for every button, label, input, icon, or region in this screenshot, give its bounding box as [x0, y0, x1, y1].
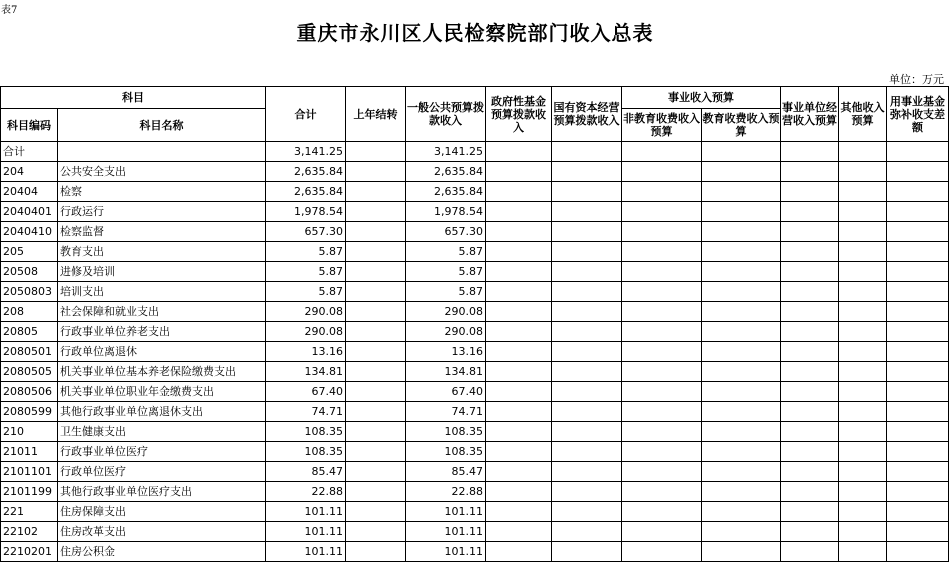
row-state-capital	[552, 542, 622, 562]
row-other-income	[839, 442, 887, 462]
table-row	[1, 362, 949, 382]
table-row	[1, 182, 949, 202]
row-total: 108.35	[266, 442, 346, 462]
row-other-income	[839, 162, 887, 182]
header-state-capital: 国有资本经营预算拨款收入	[552, 87, 622, 142]
row-edu-fee	[702, 142, 781, 162]
row-other-income	[839, 142, 887, 162]
row-carryover	[346, 242, 406, 262]
row-non-edu-fee	[622, 402, 702, 422]
row-general-budget: 5.87	[406, 282, 486, 302]
row-code: 20805	[1, 322, 58, 342]
row-gov-fund	[486, 442, 552, 462]
row-total: 13.16	[266, 342, 346, 362]
row-state-capital	[552, 382, 622, 402]
table-row	[1, 242, 949, 262]
row-gov-fund	[486, 182, 552, 202]
row-state-capital	[552, 362, 622, 382]
row-general-budget: 1,978.54	[406, 202, 486, 222]
row-code: 20404	[1, 182, 58, 202]
row-non-edu-fee	[622, 322, 702, 342]
row-gov-fund	[486, 202, 552, 222]
row-gov-fund	[486, 322, 552, 342]
row-operating-income	[781, 482, 839, 502]
row-edu-fee	[702, 182, 781, 202]
row-total: 85.47	[266, 462, 346, 482]
row-gov-fund	[486, 142, 552, 162]
row-code: 2080501	[1, 342, 58, 362]
row-non-edu-fee	[622, 222, 702, 242]
row-total: 5.87	[266, 242, 346, 262]
row-non-edu-fee	[622, 502, 702, 522]
row-fund-subsidy	[887, 362, 949, 382]
row-edu-fee	[702, 442, 781, 462]
row-carryover	[346, 342, 406, 362]
row-general-budget: 2,635.84	[406, 162, 486, 182]
row-code: 2040410	[1, 222, 58, 242]
row-total: 5.87	[266, 282, 346, 302]
row-general-budget: 74.71	[406, 402, 486, 422]
row-edu-fee	[702, 482, 781, 502]
row-name: 住房改革支出	[58, 522, 266, 542]
row-code: 2210201	[1, 542, 58, 562]
row-total: 22.88	[266, 482, 346, 502]
row-name: 机关事业单位职业年金缴费支出	[58, 382, 266, 402]
row-name: 检察	[58, 182, 266, 202]
row-other-income	[839, 502, 887, 522]
header-subject: 科目	[1, 87, 266, 109]
row-operating-income	[781, 222, 839, 242]
row-fund-subsidy	[887, 162, 949, 182]
row-general-budget: 85.47	[406, 462, 486, 482]
row-gov-fund	[486, 262, 552, 282]
row-other-income	[839, 222, 887, 242]
row-general-budget: 2,635.84	[406, 182, 486, 202]
row-fund-subsidy	[887, 262, 949, 282]
row-total: 67.40	[266, 382, 346, 402]
row-non-edu-fee	[622, 522, 702, 542]
table-row	[1, 222, 949, 242]
row-name: 行政运行	[58, 202, 266, 222]
header-subject-name: 科目名称	[58, 109, 266, 142]
row-carryover	[346, 162, 406, 182]
row-state-capital	[552, 502, 622, 522]
row-carryover	[346, 322, 406, 342]
row-operating-income	[781, 442, 839, 462]
table-row	[1, 282, 949, 302]
row-edu-fee	[702, 462, 781, 482]
row-fund-subsidy	[887, 302, 949, 322]
row-total: 108.35	[266, 422, 346, 442]
row-code: 210	[1, 422, 58, 442]
row-non-edu-fee	[622, 242, 702, 262]
row-total: 74.71	[266, 402, 346, 422]
row-gov-fund	[486, 462, 552, 482]
header-general-budget: 一般公共预算拨款收入	[406, 87, 486, 142]
row-non-edu-fee	[622, 182, 702, 202]
row-code: 20508	[1, 262, 58, 282]
row-carryover	[346, 502, 406, 522]
row-state-capital	[552, 322, 622, 342]
row-name: 行政单位医疗	[58, 462, 266, 482]
table-row	[1, 522, 949, 542]
row-carryover	[346, 302, 406, 322]
header-other-income: 其他收入预算	[839, 87, 887, 142]
row-state-capital	[552, 462, 622, 482]
row-state-capital	[552, 442, 622, 462]
row-code: 2080506	[1, 382, 58, 402]
row-operating-income	[781, 242, 839, 262]
row-edu-fee	[702, 542, 781, 562]
row-non-edu-fee	[622, 202, 702, 222]
row-general-budget: 108.35	[406, 442, 486, 462]
row-name: 公共安全支出	[58, 162, 266, 182]
row-general-budget: 22.88	[406, 482, 486, 502]
row-other-income	[839, 402, 887, 422]
row-code: 21011	[1, 442, 58, 462]
table-row	[1, 162, 949, 182]
row-gov-fund	[486, 342, 552, 362]
row-total: 101.11	[266, 542, 346, 562]
row-state-capital	[552, 142, 622, 162]
row-fund-subsidy	[887, 342, 949, 362]
row-edu-fee	[702, 242, 781, 262]
row-operating-income	[781, 522, 839, 542]
header-edu-fee: 教育收费收入预算	[702, 109, 781, 142]
row-fund-subsidy	[887, 482, 949, 502]
row-general-budget: 67.40	[406, 382, 486, 402]
row-total: 2,635.84	[266, 182, 346, 202]
table-row	[1, 202, 949, 222]
row-total: 134.81	[266, 362, 346, 382]
row-total: 290.08	[266, 322, 346, 342]
row-fund-subsidy	[887, 522, 949, 542]
header-subject-code: 科目编码	[1, 109, 58, 142]
header-non-edu-fee: 非教育收费收入预算	[622, 109, 702, 142]
row-fund-subsidy	[887, 402, 949, 422]
row-code: 2040401	[1, 202, 58, 222]
row-operating-income	[781, 182, 839, 202]
row-fund-subsidy	[887, 222, 949, 242]
row-name: 行政事业单位养老支出	[58, 322, 266, 342]
row-name	[58, 142, 266, 162]
row-general-budget: 3,141.25	[406, 142, 486, 162]
row-general-budget: 101.11	[406, 502, 486, 522]
row-code: 208	[1, 302, 58, 322]
row-carryover	[346, 442, 406, 462]
table-number: 表7	[1, 5, 18, 16]
row-total: 101.11	[266, 522, 346, 542]
row-total: 1,978.54	[266, 202, 346, 222]
row-edu-fee	[702, 362, 781, 382]
row-operating-income	[781, 302, 839, 322]
row-operating-income	[781, 142, 839, 162]
row-code: 205	[1, 242, 58, 262]
row-operating-income	[781, 502, 839, 522]
row-non-edu-fee	[622, 282, 702, 302]
row-other-income	[839, 302, 887, 322]
row-fund-subsidy	[887, 202, 949, 222]
table-row	[1, 542, 949, 562]
row-edu-fee	[702, 322, 781, 342]
row-operating-income	[781, 322, 839, 342]
row-state-capital	[552, 242, 622, 262]
row-carryover	[346, 462, 406, 482]
row-carryover	[346, 402, 406, 422]
table-row	[1, 462, 949, 482]
row-gov-fund	[486, 422, 552, 442]
row-non-edu-fee	[622, 342, 702, 362]
row-non-edu-fee	[622, 162, 702, 182]
row-other-income	[839, 482, 887, 502]
table-row	[1, 262, 949, 282]
row-name: 行政单位离退休	[58, 342, 266, 362]
row-general-budget: 108.35	[406, 422, 486, 442]
row-general-budget: 13.16	[406, 342, 486, 362]
row-gov-fund	[486, 362, 552, 382]
row-other-income	[839, 262, 887, 282]
row-non-edu-fee	[622, 362, 702, 382]
row-total: 101.11	[266, 502, 346, 522]
row-other-income	[839, 282, 887, 302]
row-fund-subsidy	[887, 322, 949, 342]
row-non-edu-fee	[622, 462, 702, 482]
row-operating-income	[781, 262, 839, 282]
row-non-edu-fee	[622, 142, 702, 162]
row-other-income	[839, 462, 887, 482]
row-edu-fee	[702, 382, 781, 402]
row-code: 2101101	[1, 462, 58, 482]
row-name: 培训支出	[58, 282, 266, 302]
table-row	[1, 442, 949, 462]
row-gov-fund	[486, 282, 552, 302]
row-name: 检察监督	[58, 222, 266, 242]
row-code: 22102	[1, 522, 58, 542]
table-row	[1, 502, 949, 522]
header-fund-subsidy: 用事业基金弥补收支差额	[887, 87, 949, 142]
row-carryover	[346, 482, 406, 502]
row-gov-fund	[486, 542, 552, 562]
row-operating-income	[781, 402, 839, 422]
header-total: 合计	[266, 87, 346, 142]
table-row	[1, 402, 949, 422]
row-general-budget: 101.11	[406, 542, 486, 562]
row-code: 2050803	[1, 282, 58, 302]
row-code: 2080599	[1, 402, 58, 422]
row-total: 290.08	[266, 302, 346, 322]
row-carryover	[346, 522, 406, 542]
row-state-capital	[552, 202, 622, 222]
row-other-income	[839, 242, 887, 262]
row-fund-subsidy	[887, 422, 949, 442]
row-carryover	[346, 362, 406, 382]
row-carryover	[346, 542, 406, 562]
row-name: 其他行政事业单位医疗支出	[58, 482, 266, 502]
row-operating-income	[781, 462, 839, 482]
row-other-income	[839, 542, 887, 562]
row-total: 3,141.25	[266, 142, 346, 162]
row-edu-fee	[702, 262, 781, 282]
row-operating-income	[781, 162, 839, 182]
row-other-income	[839, 182, 887, 202]
table-row	[1, 382, 949, 402]
row-total: 5.87	[266, 262, 346, 282]
row-name: 住房公积金	[58, 542, 266, 562]
row-carryover	[346, 262, 406, 282]
row-carryover	[346, 202, 406, 222]
income-table	[0, 86, 949, 562]
row-general-budget: 101.11	[406, 522, 486, 542]
row-other-income	[839, 322, 887, 342]
row-carryover	[346, 182, 406, 202]
row-gov-fund	[486, 502, 552, 522]
row-name: 卫生健康支出	[58, 422, 266, 442]
row-gov-fund	[486, 482, 552, 502]
row-general-budget: 657.30	[406, 222, 486, 242]
row-non-edu-fee	[622, 382, 702, 402]
row-edu-fee	[702, 202, 781, 222]
row-name: 行政事业单位医疗	[58, 442, 266, 462]
row-carryover	[346, 222, 406, 242]
row-other-income	[839, 202, 887, 222]
row-total: 657.30	[266, 222, 346, 242]
row-general-budget: 134.81	[406, 362, 486, 382]
row-name: 进修及培训	[58, 262, 266, 282]
row-code: 合计	[1, 142, 58, 162]
row-state-capital	[552, 282, 622, 302]
row-state-capital	[552, 162, 622, 182]
row-gov-fund	[486, 242, 552, 262]
row-operating-income	[781, 282, 839, 302]
row-non-edu-fee	[622, 422, 702, 442]
row-general-budget: 290.08	[406, 302, 486, 322]
table-row	[1, 482, 949, 502]
header-gov-fund: 政府性基金预算拨款收入	[486, 87, 552, 142]
row-operating-income	[781, 342, 839, 362]
header-service-income: 事业收入预算	[622, 87, 781, 109]
table-row	[1, 422, 949, 442]
row-edu-fee	[702, 162, 781, 182]
row-non-edu-fee	[622, 262, 702, 282]
row-general-budget: 290.08	[406, 322, 486, 342]
row-code: 2101199	[1, 482, 58, 502]
table-row	[1, 322, 949, 342]
row-fund-subsidy	[887, 382, 949, 402]
row-fund-subsidy	[887, 462, 949, 482]
row-gov-fund	[486, 162, 552, 182]
row-state-capital	[552, 182, 622, 202]
row-state-capital	[552, 422, 622, 442]
table-row	[1, 342, 949, 362]
row-operating-income	[781, 202, 839, 222]
row-non-edu-fee	[622, 442, 702, 462]
row-gov-fund	[486, 222, 552, 242]
row-gov-fund	[486, 402, 552, 422]
row-edu-fee	[702, 302, 781, 322]
table-row	[1, 142, 949, 162]
row-fund-subsidy	[887, 502, 949, 522]
row-non-edu-fee	[622, 482, 702, 502]
row-state-capital	[552, 522, 622, 542]
row-operating-income	[781, 542, 839, 562]
row-code: 204	[1, 162, 58, 182]
row-name: 住房保障支出	[58, 502, 266, 522]
row-other-income	[839, 362, 887, 382]
row-code: 2080505	[1, 362, 58, 382]
row-name: 教育支出	[58, 242, 266, 262]
row-edu-fee	[702, 282, 781, 302]
header-carryover: 上年结转	[346, 87, 406, 142]
row-edu-fee	[702, 522, 781, 542]
header-operating-income: 事业单位经营收入预算	[781, 87, 839, 142]
row-other-income	[839, 522, 887, 542]
row-general-budget: 5.87	[406, 242, 486, 262]
row-non-edu-fee	[622, 542, 702, 562]
row-edu-fee	[702, 342, 781, 362]
row-non-edu-fee	[622, 302, 702, 322]
row-state-capital	[552, 262, 622, 282]
row-edu-fee	[702, 422, 781, 442]
row-operating-income	[781, 362, 839, 382]
row-state-capital	[552, 342, 622, 362]
row-general-budget: 5.87	[406, 262, 486, 282]
row-carryover	[346, 142, 406, 162]
row-name: 社会保障和就业支出	[58, 302, 266, 322]
row-state-capital	[552, 222, 622, 242]
row-fund-subsidy	[887, 442, 949, 462]
row-fund-subsidy	[887, 242, 949, 262]
row-other-income	[839, 422, 887, 442]
row-edu-fee	[702, 222, 781, 242]
row-gov-fund	[486, 382, 552, 402]
row-other-income	[839, 382, 887, 402]
row-name: 机关事业单位基本养老保险缴费支出	[58, 362, 266, 382]
row-name: 其他行政事业单位离退休支出	[58, 402, 266, 422]
page-title: 重庆市永川区人民检察院部门收入总表	[296, 21, 654, 45]
row-state-capital	[552, 482, 622, 502]
row-carryover	[346, 382, 406, 402]
row-operating-income	[781, 382, 839, 402]
row-state-capital	[552, 402, 622, 422]
row-fund-subsidy	[887, 282, 949, 302]
row-fund-subsidy	[887, 542, 949, 562]
row-carryover	[346, 282, 406, 302]
row-state-capital	[552, 302, 622, 322]
row-fund-subsidy	[887, 182, 949, 202]
row-edu-fee	[702, 402, 781, 422]
row-other-income	[839, 342, 887, 362]
row-gov-fund	[486, 522, 552, 542]
row-gov-fund	[486, 302, 552, 322]
row-fund-subsidy	[887, 142, 949, 162]
row-code: 221	[1, 502, 58, 522]
row-carryover	[346, 422, 406, 442]
row-edu-fee	[702, 502, 781, 522]
unit-label: 单位：万元	[889, 73, 944, 86]
row-operating-income	[781, 422, 839, 442]
row-total: 2,635.84	[266, 162, 346, 182]
table-row	[1, 302, 949, 322]
